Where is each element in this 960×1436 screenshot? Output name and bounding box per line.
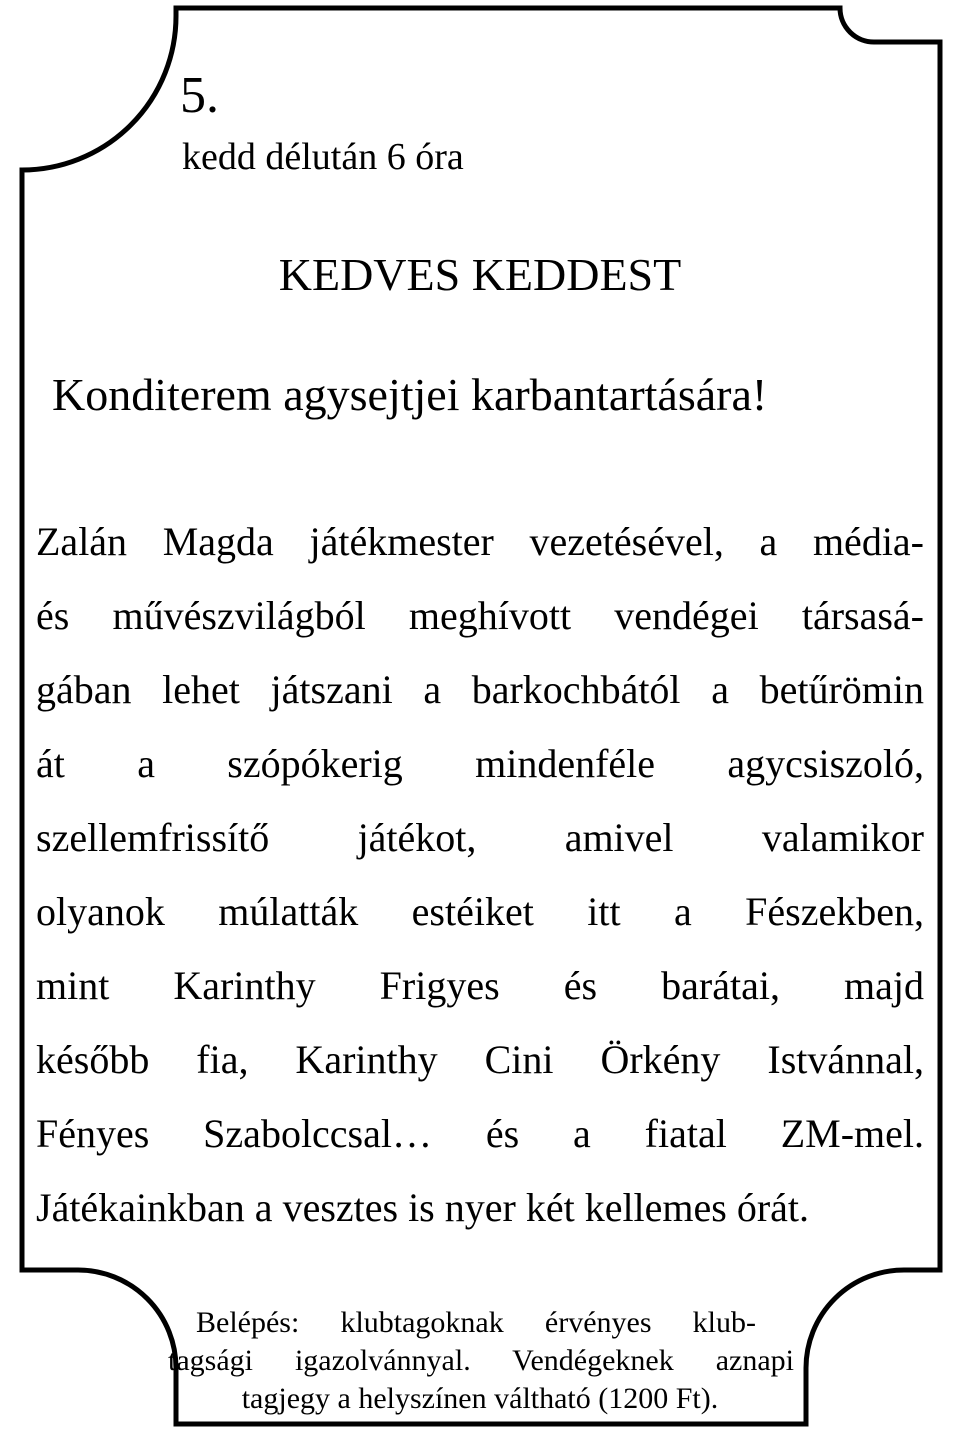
body-line: és művészvilágból meghívott vendégei társasá- bbox=[36, 593, 924, 638]
body-line: Fényes Szabolccsal… és a fiatal ZM-mel. bbox=[36, 1111, 924, 1156]
body-line: olyanok múlatták estéiket itt a Fészekben, bbox=[36, 889, 924, 934]
entry-line: Belépés: klubtagoknak érvényes klub- bbox=[196, 1306, 756, 1339]
body-line: gában lehet játszani a barkochbától a betűrömin bbox=[36, 667, 924, 712]
body-line: szellemfrissítő játékot, amivel valamikor bbox=[36, 815, 924, 860]
body-line: később fia, Karinthy Cini Örkény Istvánnal, bbox=[36, 1037, 924, 1082]
entry-line: tagsági igazolvánnyal. Vendégeknek aznapi bbox=[168, 1344, 794, 1377]
entry-line: tagjegy a helyszínen váltható (1200 Ft). bbox=[241, 1382, 719, 1415]
body-line: át a szópókerig mindenféle agycsiszoló, bbox=[36, 741, 924, 786]
event-title: KEDVES KEDDEST bbox=[278, 249, 682, 300]
body-line: mint Karinthy Frigyes és barátai, majd bbox=[36, 963, 924, 1008]
event-subtitle: Konditerem agysejtjei karbantartására! bbox=[52, 369, 768, 420]
body-line: Zalán Magda játékmester vezetésével, a média- bbox=[36, 519, 924, 564]
event-number: 5. bbox=[180, 67, 219, 124]
body-line: Játékainkban a vesztes is nyer két kellemes órát. bbox=[36, 1185, 810, 1230]
event-time: kedd délután 6 óra bbox=[182, 136, 464, 178]
